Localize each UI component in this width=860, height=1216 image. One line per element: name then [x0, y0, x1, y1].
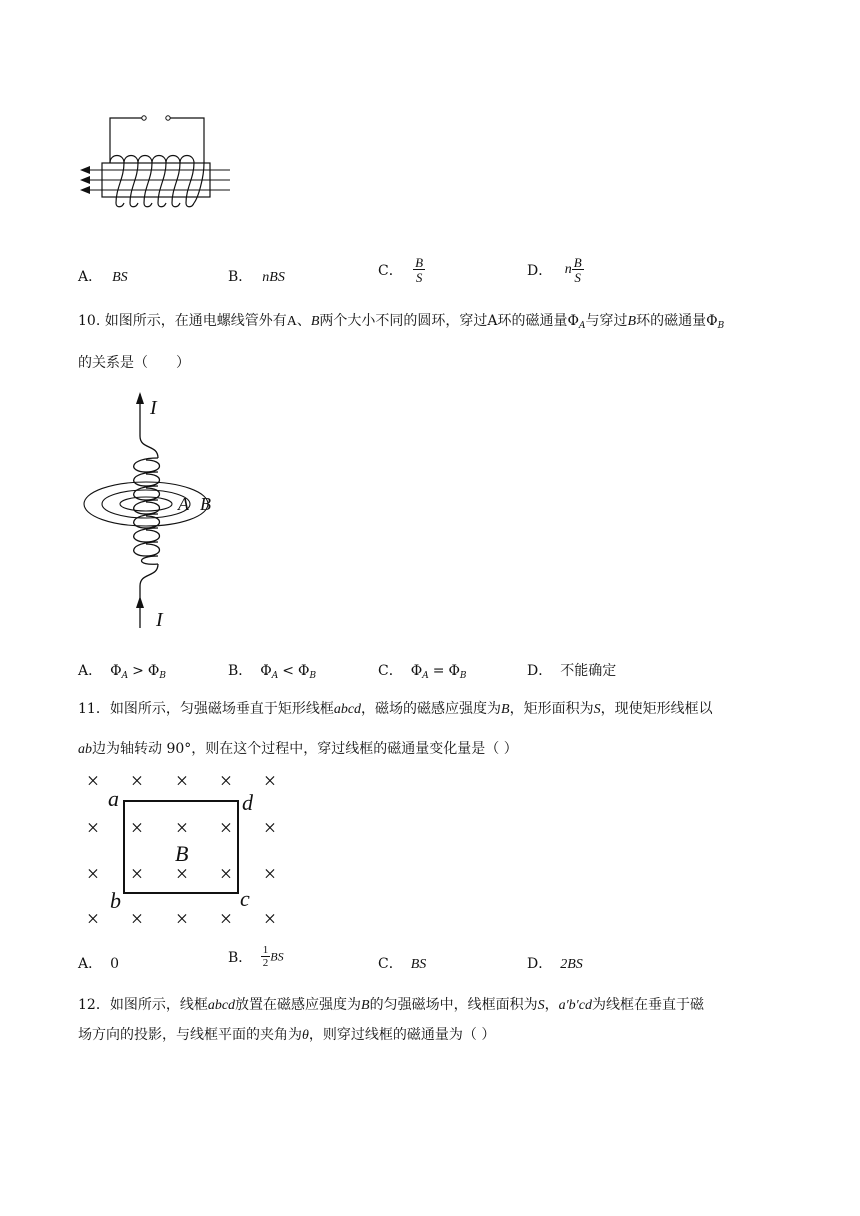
q9-option-c[interactable]: [378, 256, 425, 284]
option-label: B．: [228, 269, 253, 285]
stem-symbol: abcd: [333, 702, 362, 717]
stem-text: 放置在磁感应强度为: [235, 997, 362, 1013]
option-label: A．: [78, 956, 103, 972]
fraction: [261, 945, 271, 969]
field-cross-mark: ×: [130, 906, 144, 931]
field-cross-mark: ×: [86, 815, 100, 840]
field-cross-mark: ×: [86, 768, 100, 793]
option-subscript: A: [422, 671, 429, 681]
q9-option-a[interactable]: [78, 266, 128, 286]
option-text: BS: [410, 957, 427, 972]
q10-option-a[interactable]: [78, 660, 166, 681]
stem-symbol: A: [487, 313, 498, 329]
option-operator: >: [132, 663, 144, 679]
stem-text: ，: [544, 997, 559, 1013]
option-subscript: B: [159, 671, 166, 681]
option-symbol: Φ: [260, 663, 272, 679]
option-symbol: Φ: [448, 663, 460, 679]
q11-option-a[interactable]: [78, 953, 119, 973]
stem-symbol: ab: [78, 742, 92, 757]
field-cross-mark: ×: [263, 861, 277, 886]
option-text: 2BS: [560, 957, 583, 972]
stem-symbol: A: [286, 314, 297, 329]
stem-text: ，现使矩形线框以: [600, 701, 713, 717]
field-cross-mark: ×: [263, 815, 277, 840]
q9-option-b[interactable]: [228, 266, 285, 286]
stem-subscript: A: [579, 321, 586, 331]
option-label: D．: [527, 263, 553, 279]
field-cross-mark: ×: [130, 815, 144, 840]
fraction: [413, 256, 425, 284]
field-cross-mark: ×: [263, 906, 277, 931]
option-label: C．: [378, 263, 403, 279]
stem-text: ，则穿过线框的磁通量为（ ）: [308, 1027, 496, 1043]
q10-option-b[interactable]: [228, 660, 316, 681]
stem-text: 场方向的投影，与线框平面的夹角为: [78, 1027, 302, 1043]
stem-text: 与穿过: [585, 313, 628, 329]
field-cross-mark: ×: [175, 861, 189, 886]
field-cross-mark: ×: [175, 906, 189, 931]
stem-text: 11．如图所示，匀强磁场垂直于矩形线框: [78, 701, 334, 717]
stem-symbol: B: [310, 314, 320, 329]
current-label-top: I: [150, 397, 157, 419]
option-subscript: B: [309, 671, 317, 681]
option-text: nBS: [262, 270, 285, 285]
q10-option-d[interactable]: [527, 660, 616, 680]
fraction-numerator: B: [573, 255, 582, 270]
stem-symbol: θ: [302, 1028, 309, 1043]
option-text: BS: [112, 270, 128, 285]
option-label: D．: [527, 956, 553, 972]
stem-text: 环的磁通量: [497, 313, 568, 329]
field-cross-mark: ×: [175, 815, 189, 840]
corner-label-a: a: [108, 786, 119, 811]
stem-text: 两个大小不同的圆环，穿过: [319, 313, 488, 329]
field-cross-mark: ×: [130, 768, 144, 793]
q10-stem-line1: [78, 310, 724, 331]
q9-option-d[interactable]: [527, 256, 584, 284]
field-cross-mark: ×: [130, 861, 144, 886]
stem-symbol: Φ: [567, 313, 580, 329]
field-cross-mark: ×: [219, 906, 233, 931]
stem-symbol: B: [627, 314, 637, 329]
stem-text: ，磁场的磁感应强度为: [361, 701, 502, 717]
option-symbol: Φ: [110, 663, 122, 679]
q12-stem-line1: [78, 994, 704, 1014]
fraction-denominator: S: [574, 270, 581, 285]
stem-symbol: B: [501, 702, 510, 717]
fraction-denominator: 2: [262, 957, 269, 969]
stem-text: 的匀强磁场中，线框面积为: [369, 997, 538, 1013]
fraction: [572, 256, 584, 284]
stem-text: 12．如图所示，线框: [78, 997, 208, 1013]
stem-text: 为线框在垂直于磁: [591, 997, 704, 1013]
stem-text: 10. 如图所示，在通电螺线管外有: [78, 313, 287, 329]
coil-rings-figure: [76, 388, 236, 636]
corner-label-d: d: [242, 790, 253, 815]
q11-stem-line2: [78, 738, 518, 758]
q11-stem-line1: [78, 698, 713, 718]
option-symbol: Φ: [147, 663, 160, 679]
option-text: 不能确定: [560, 663, 617, 679]
option-text: BS: [270, 949, 284, 964]
field-cross-mark: ×: [263, 768, 277, 793]
option-text: 0: [110, 956, 120, 972]
field-cross-mark: ×: [86, 861, 100, 886]
option-operator: =: [432, 663, 445, 679]
option-operator: <: [282, 663, 295, 679]
stem-symbol: S: [593, 702, 601, 717]
option-symbol: Φ: [410, 663, 423, 679]
stem-text: 环的磁通量: [636, 313, 707, 329]
stem-text: ，矩形面积为: [509, 701, 594, 717]
corner-label-c: c: [240, 886, 250, 911]
option-subscript: B: [459, 671, 467, 681]
corner-label-b: b: [110, 888, 121, 913]
stem-subscript: B: [717, 321, 725, 331]
stem-symbol: a′b′cd: [558, 998, 592, 1013]
fraction-denominator: S: [415, 270, 423, 285]
fraction-numerator: B: [415, 255, 424, 270]
q12-stem-line2: [78, 1024, 495, 1044]
q11-option-c[interactable]: [378, 953, 426, 973]
solenoid-figure: [76, 108, 236, 212]
option-label: A．: [78, 269, 103, 285]
stem-text: 边为轴转动 90°，则在这个过程中，穿过线框的磁通量变化量是（ ）: [92, 741, 518, 757]
option-subscript: A: [121, 671, 129, 681]
option-subscript: A: [271, 671, 279, 681]
option-label: A．: [78, 663, 103, 679]
stem-text: 、: [296, 313, 311, 329]
option-symbol: Φ: [298, 663, 310, 679]
rectangle-field-figure: [78, 766, 288, 938]
q10-option-c[interactable]: [378, 660, 467, 681]
ring-label-a: A: [178, 494, 189, 514]
stem-symbol: abcd: [207, 998, 236, 1013]
stem-symbol: B: [361, 998, 370, 1013]
fraction-numerator: 1: [262, 944, 269, 956]
field-cross-mark: ×: [219, 861, 233, 886]
stem-symbol: Φ: [706, 313, 718, 329]
current-label-bottom: I: [156, 609, 163, 631]
stem-symbol: S: [537, 998, 545, 1013]
field-label-b: B: [175, 841, 189, 866]
field-cross-mark: ×: [175, 768, 189, 793]
field-cross-mark: ×: [219, 768, 233, 793]
option-label: B．: [228, 663, 253, 679]
field-cross-mark: ×: [219, 815, 233, 840]
q11-option-b[interactable]: [228, 945, 284, 969]
option-prefix: n: [564, 262, 572, 277]
option-label: C．: [378, 956, 403, 972]
option-label: C．: [378, 663, 403, 679]
field-cross-mark: ×: [86, 906, 100, 931]
ring-label-b: B: [200, 494, 211, 514]
q10-stem-line2: 的关系是（ ）: [78, 355, 190, 371]
option-label: D．: [527, 663, 553, 679]
option-label: B．: [228, 950, 253, 966]
q11-option-d[interactable]: [527, 953, 583, 973]
